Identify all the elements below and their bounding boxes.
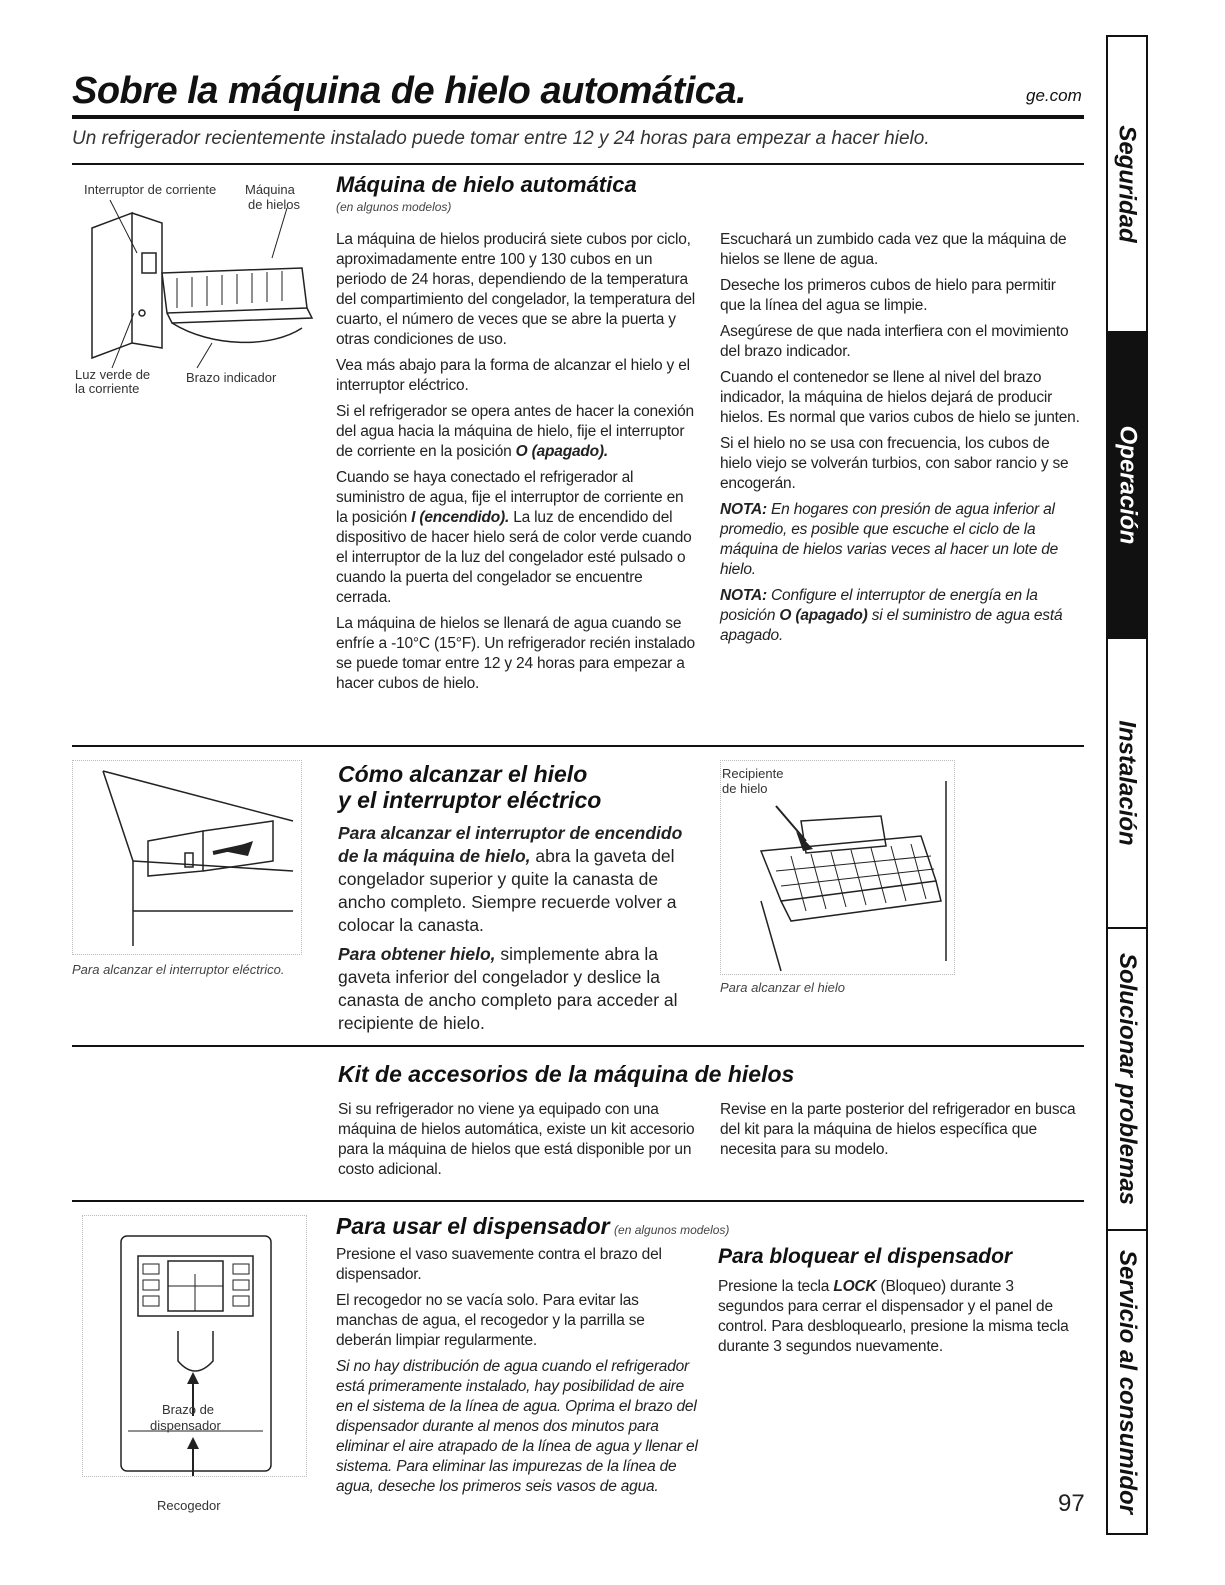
s1c1-p4 [336, 468, 698, 608]
tab-seguridad[interactable] [1108, 37, 1146, 333]
freezer-drawer-illustration [73, 761, 301, 954]
lock-text-a: Presione la tecla [718, 1278, 830, 1295]
lock-text [718, 1277, 1080, 1357]
section2-body [338, 822, 688, 1041]
switch-access-figure [72, 760, 302, 955]
section1-col2 [720, 230, 1082, 652]
s1c1-p4b: La luz de encendido del dispositivo de hacer hielo será de color verde cuando el interruptor de la luz del congelador esté pulsado o cuando la puerta del congelador se encuentre cerrada. [336, 509, 692, 606]
s1c1-p3-bold: O (apagado). [515, 443, 608, 460]
tab-servicio-consumidor[interactable] [1108, 1231, 1146, 1533]
tab-operacion[interactable] [1108, 333, 1146, 639]
tab-solucionar-problemas[interactable] [1108, 929, 1146, 1231]
section4-col1 [336, 1245, 701, 1503]
nota2-bold: O (apagado) [779, 607, 868, 624]
label-brazo-de: Brazo de [162, 1402, 215, 1417]
s1c1-p3-text: Si el refrigerador se opera antes de hacer la conexión del agua hacia la máquina de hielo, fije el interruptor de corriente en la posición [336, 403, 694, 460]
nota1-label: NOTA: [720, 501, 767, 518]
label-interruptor: Interruptor de corriente [84, 182, 217, 197]
s1c2-p4: Cuando el contenedor se llene al nivel del brazo indicador, la máquina de hielos dejará de producir hielos. Es normal que varios cubos de hielo se junten. [720, 369, 1080, 426]
label-recogedor: Recogedor [157, 1498, 221, 1513]
section2-rule [72, 1045, 1084, 1047]
label-brazo: Brazo indicador [186, 370, 277, 385]
s1c2-p2: Deseche los primeros cubos de hielo para permitir que la línea del agua se limpie. [720, 277, 1056, 314]
s1c1-p3 [336, 402, 698, 462]
subtitle-rule [72, 163, 1084, 165]
tab-seguridad-label: Seguridad [1114, 125, 1142, 243]
section1-col1 [336, 230, 698, 700]
tab-instalacion-label: Instalación [1114, 720, 1141, 846]
nota1-text: En hogares con presión de agua inferior al promedio, es posible que escuche el ciclo de la máquina de hielos varias veces al hacer un lote de hielo. [720, 501, 1059, 578]
s2-p2-text: simplemente abra la gaveta inferior del congelador y deslice la canasta de ancho completo para acceder al recipiente de hielo. [338, 944, 678, 1033]
label-de-hielo: de hielo [722, 781, 768, 796]
lock-key: LOCK [833, 1278, 877, 1295]
s1c1-p2: Vea más abajo para la forma de alcanzar el hielo y el interruptor eléctrico. [336, 357, 690, 394]
caption-ice: Para alcanzar el hielo [720, 980, 846, 995]
section2-heading-1: Cómo alcanzar el hielo [338, 761, 588, 787]
lock-heading: Para bloquear el dispensador [718, 1245, 1013, 1268]
header-rule [72, 115, 1084, 119]
label-la-corriente: la corriente [75, 381, 140, 396]
site-url: ge.com [1026, 86, 1082, 105]
s1c1-p1: La máquina de hielos producirá siete cubos por ciclo, aproximadamente entre 100 y 130 cubos en un periodo de 24 horas, dependiendo de la temperatura del compartimiento del congelador, la temperatura del cuarto, el número de veces que se abre la puerta y otras condiciones de uso. [336, 231, 696, 348]
s1c2-p3: Asegúrese de que nada interfiera con el movimiento del brazo indicador. [720, 323, 1069, 360]
label-recipiente: Recipiente [722, 766, 784, 781]
s2-p1 [338, 822, 688, 937]
tab-servicio-label: Servicio al consumidor [1114, 1249, 1141, 1515]
section1-rule [72, 745, 1084, 747]
section1-heading: Máquina de hielo automática [336, 172, 637, 197]
label-luz-verde: Luz verde de [75, 367, 151, 382]
section1-note: (en algunos modelos) [336, 200, 452, 214]
page-subtitle: Un refrigerador recientemente instalado puede tomar entre 12 y 24 horas para empezar a hacer hielo. [72, 128, 930, 149]
label-dispensador: dispensador [150, 1418, 221, 1433]
lock-text-b: (Bloqueo) durante 3 segundos para cerrar el dispensador y el panel de control. Para desbloquearlo, presione la misma tecla durante 3 segundos nuevamente. [718, 1278, 1069, 1355]
section4-note: (en algunos modelos) [614, 1223, 730, 1237]
s2-p1-text: abra la gaveta del congelador superior y quite la canasta de ancho completo. Siempre recuerde volver a colocar la canasta. [338, 846, 677, 935]
tab-operacion-label: Operación [1114, 425, 1142, 545]
section3-col2: Revise en la parte posterior del refrigerador en busca del kit para la máquina de hielos específica que necesita para su modelo. [720, 1101, 1076, 1158]
s1c2-p5: Si el hielo no se usa con frecuencia, los cubos de hielo viejo se volverán turbios, con sabor rancio y se encogerán. [720, 435, 1069, 492]
s2-p1-bold: Para alcanzar el interruptor de encendido de la máquina de hielo, [338, 823, 683, 866]
s1c2-nota2 [720, 586, 1082, 646]
nota2-text-a: Configure el interruptor de energía en la posición [720, 587, 1038, 624]
s2-p2 [338, 943, 688, 1035]
tab-solucionar-label: Solucionar problemas [1114, 952, 1141, 1206]
tab-instalacion[interactable] [1108, 639, 1146, 929]
section2-heading-2: y el interruptor eléctrico [338, 787, 602, 813]
section3-rule [72, 1200, 1084, 1202]
label-maquina: Máquina [245, 182, 295, 197]
lock-body [718, 1277, 1080, 1363]
s4-p3: Si no hay distribución de agua cuando el refrigerador está primeramente instalado, hay posibilidad de aire en el sistema de la línea de agua. Oprima el brazo del dispensador durante al menos dos minutos para eliminar el aire atrapado de la línea de agua y llenar el sistema. Para eliminar las impurezas de la línea de agua, deseche los primeros seis vasos de agua. [336, 1358, 698, 1495]
caption-switch: Para alcanzar el interruptor eléctrico. [72, 962, 285, 977]
nota2-text-b: si el suministro de agua está apagado. [720, 607, 1063, 644]
dispenser-illustration [83, 1216, 306, 1476]
s1c1-p4a: Cuando se haya conectado el refrigerador al suministro de agua, fije el interruptor de corriente en la posición [336, 469, 684, 526]
section4-heading-row [336, 1212, 729, 1240]
dispenser-figure [82, 1215, 307, 1477]
nota2-label: NOTA: [720, 587, 767, 604]
section3-col1: Si su refrigerador no viene ya equipado con una máquina de hielos automática, existe un kit accesorio para la máquina de hielos que está disponible por un costo adicional. [338, 1101, 695, 1178]
section-sidebar [1106, 35, 1148, 1535]
label-de-hielos: de hielos [248, 197, 301, 212]
s4-p1: Presione el vaso suavemente contra el brazo del dispensador. [336, 1246, 662, 1283]
s1c1-p5: La máquina de hielos se llenará de agua cuando se enfríe a -10°C (15°F). Un refrigerador recién instalado se puede tomar entre 12 y 24 horas para empezar a hacer cubos de hielo. [336, 615, 695, 692]
s1c1-p4-bold: I (encendido). [411, 509, 510, 526]
s2-p2-bold: Para obtener hielo, [338, 944, 496, 964]
s1c2-nota1 [720, 500, 1082, 580]
s4-p2: El recogedor no se vacía solo. Para evitar las manchas de agua, el recogedor y la parrilla se deberán limpiar regularmente. [336, 1292, 645, 1349]
section4-heading: Para usar el dispensador [336, 1213, 610, 1239]
page-number: 97 [1058, 1490, 1085, 1517]
section3-heading: Kit de accesorios de la máquina de hielos [338, 1061, 795, 1087]
page-title: Sobre la máquina de hielo automática. [72, 70, 747, 112]
s1c2-p1: Escuchará un zumbido cada vez que la máquina de hielos se llene de agua. [720, 231, 1067, 268]
